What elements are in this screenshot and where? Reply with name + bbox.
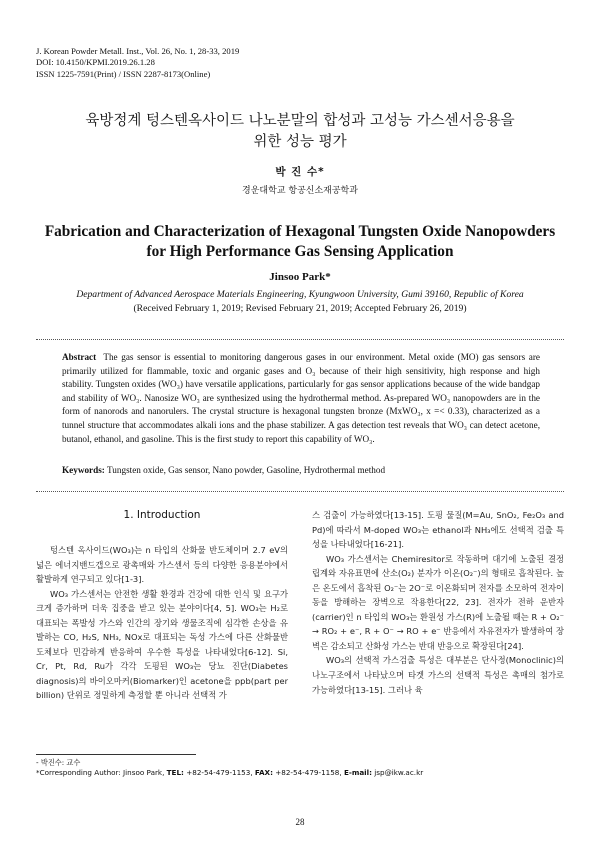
page-number: 28	[295, 817, 305, 827]
abstract-label: Abstract	[62, 352, 97, 362]
korean-affiliation: 경운대학교 항공신소재공학과	[242, 186, 358, 196]
paragraph: 스 검출이 가능하였다[13-15]. 도핑 물질(M=Au, SnO₂, Fe₂O₃ and Pd)에 따라서 M-doped WO₃는 ethanol과 NH₃에도 선택적 검출 특성을 나타내었다[16-21].	[312, 510, 564, 550]
korean-title	[0, 111, 600, 153]
korean-title-line1: 육방정계 텅스텐옥사이드 나노분말의 합성과 고성능 가스센서응용을	[85, 113, 515, 129]
english-title-line2: for High Performance Gas Sensing Application	[146, 243, 454, 260]
tel-number: +82-54-479-1153,	[183, 768, 255, 777]
keywords-text: Tungsten oxide, Gas sensor, Nano powder, Gasoline, Hydrothermal method	[107, 465, 386, 475]
journal-doi: DOI: 10.4150/KPMI.2019.26.1.28	[36, 57, 155, 68]
english-title	[0, 222, 600, 262]
paragraph: WO₃ 가스센서는 Chemiresitor로 작동하며 대기에 노출된 결정립계와 자유표면에 산소(O₂) 분자가 이온(O₂⁻)의 형태로 흡착된다. 높은 온도에서 흡착된 O₂⁻는 2O⁻로 이온화되며 전자를 소모하여 전자이동을 방해하는 장벽으로 작용한다[22, 23]. 전자가 전하 운반자(carrier)인 n 타입의 WO₃는 환원성 가스(R)에 노출될 때는 R + O₂⁻ → RO₂ + e⁻, R + O⁻ → RO + e⁻ 반응에서 자유전자가 발생하여 장벽은 감소되고 산화성 가스는 반대 반응으로 확장된다[24].	[312, 553, 564, 651]
tel-label: TEL:	[166, 768, 184, 777]
footnote-rule	[36, 754, 196, 755]
abstract-text: The gas sensor is essential to monitoring dangerous gases in our environment. Metal oxide (MO) gas sensors are primarily utilized for flammable, toxic and organic gases and O₃ because of their high sensitivity, high response and high stability. Tungsten oxides (WO₃) have versatile applications, particularly for gas sensor applications because of the wide bandgap and stability of WO₃. Nanosize WO₃ are synthesized using the hydrothermal method. As-prepared WO₃ nanopowders are in the form of nanorods and nanorulers. The crystal structure is hexagonal tungsten bronze (MxWO₃, x =< 0.33), characterized as a tunnel structure that accommodates alkali ions and the phase stabilizer. A gas detection test reveals that WO₃ can detect acetone, butanol, ethanol, and gasoline. This is the first study to report this capability of WO₃.	[62, 352, 541, 444]
paragraph: WO₃의 선택적 가스검출 특성은 대부분은 단사정(Monoclinic)의 나노구조에서 나타났으며 타겟 가스의 선택적 특성은 촉매의 첨가로 가능하였다[13-15]. 그러나 육	[312, 655, 564, 695]
keywords-label: Keywords:	[62, 465, 105, 475]
korean-author: 박 진 수*	[275, 166, 325, 178]
divider-bottom	[36, 491, 564, 492]
fax-label: FAX:	[254, 768, 273, 777]
paragraph: WO₃ 가스센서는 안전한 생활 환경과 건강에 대한 인식 및 요구가 크게 증가하며 더욱 집중을 받고 있는 분야이다[4, 5]. WO₃는 H₂로 대표되는 폭발성 가스와 인간의 장기와 생물조직에 심각한 손상을 유발하는 CO, H₂S, NH₃, NOx로 대표되는 독성 가스에 다른 산화물반도체보다 민감하게 반응하여 우수한 특성을 나타내었다[6-12]. Si, Cr, Pt, Rd, Ru가 각각 도핑된 WO₃는 당뇨 진단(Diabetes diagnosis)의 바이오마커(Biomarker)인 acetone을 ppb(part per billion) 단위로 정밀하게 측정할 뿐 아니라 선택적 가	[36, 588, 288, 701]
journal-info	[36, 46, 239, 80]
journal-issn: ISSN 1225-7591(Print) / ISSN 2287-8173(Online)	[36, 68, 211, 79]
email-label: E-mail:	[343, 768, 372, 777]
abstract	[62, 351, 540, 446]
paragraph: 텅스텐 옥사이드(WO₃)는 n 타입의 산화물 반도체이며 2.7 eV의 넓은 에너지밴드갭으로 광촉매와 가스센서 등의 다양한 응용분야에서 활발하게 연구되고 있다[1-3].	[36, 545, 288, 585]
english-title-line1: Fabrication and Characterization of Hexagonal Tungsten Oxide Nanopowders	[44, 223, 556, 240]
english-affiliation: Department of Advanced Aerospace Materials Engineering, Kyungwoon University, Gumi 39160, Republic of Korea	[76, 289, 524, 300]
column-left	[36, 543, 288, 703]
received-dates: (Received February 1, 2019; Revised February 21, 2019; Accepted February 26, 2019)	[133, 303, 467, 314]
english-author: Jinsoo Park*	[269, 271, 331, 283]
footnote-corresponding	[36, 768, 423, 779]
keywords	[62, 464, 540, 477]
corresponding-author: *Corresponding Author: Jinsoo Park,	[36, 768, 167, 777]
fax-number: +82-54-479-1158,	[272, 768, 344, 777]
divider-top	[36, 339, 564, 340]
column-right	[312, 508, 564, 697]
email-address: jsp@ikw.ac.kr	[371, 768, 424, 777]
journal-citation: J. Korean Powder Metall. Inst., Vol. 26, No. 1, 28-33, 2019	[36, 46, 240, 56]
korean-title-line2: 위한 성능 평가	[253, 134, 347, 150]
footnote-position: - 박진수: 교수	[36, 758, 81, 767]
section-heading: 1. Introduction	[123, 509, 201, 521]
